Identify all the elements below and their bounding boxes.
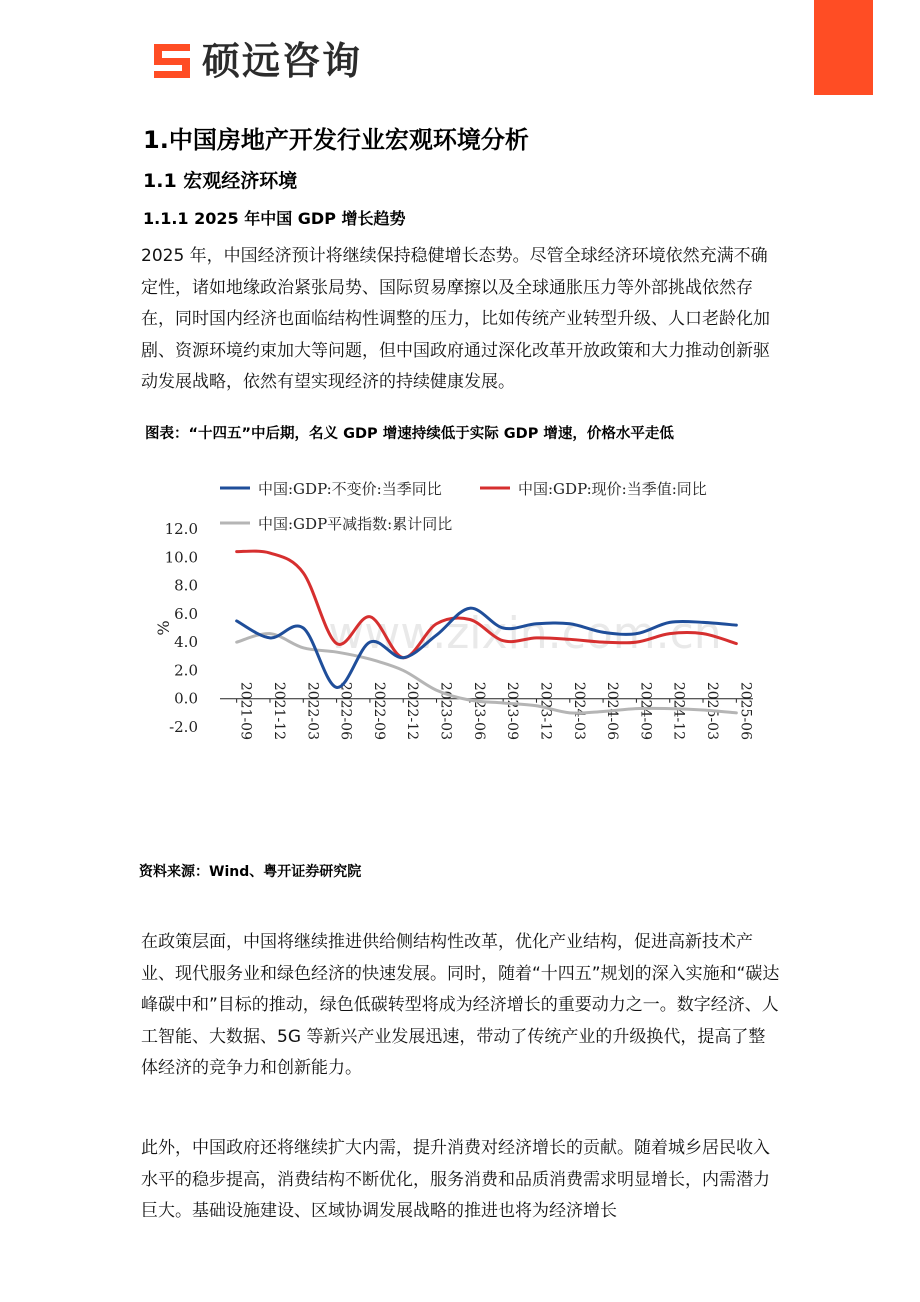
x-tick-label: 2022-03 <box>304 681 321 740</box>
x-tick-label: 2025-03 <box>704 681 721 740</box>
x-tick-label: 2023-09 <box>504 681 521 740</box>
brand-logo <box>150 40 362 82</box>
logo-mark-icon <box>150 40 194 82</box>
corner-accent-bar <box>814 0 873 95</box>
x-tick-label: 2021-12 <box>270 681 287 740</box>
gdp-line-chart <box>150 458 770 828</box>
paragraph-gdp-outlook: 2025 年，中国经济预计将继续保持稳健增长态势。尽管全球经济环境依然充满不确定性，诸如地缘政治紧张局势、国际贸易摩擦以及全球通胀压力等外部挑战依然存在，同时国内经济也面临结构性调整的压力，比如传统产业转型升级、人口老龄化加剧、资源环境约束加大等问题，但中国政府通过深化改革开放政策和大力推动创新驱动发展战略，依然有望实现经济的持续健康发展。 <box>141 246 770 392</box>
legend-label-1: 中国:GDP:不变价:当季同比 <box>258 480 442 498</box>
figure-source: 资料来源：Wind、粤开证券研究院 <box>139 864 362 880</box>
x-tick-label: 2022-12 <box>404 681 421 740</box>
x-tick-label: 2024-09 <box>637 681 654 740</box>
y-tick-label: 6.0 <box>174 604 198 623</box>
y-tick-label: 0.0 <box>174 689 198 708</box>
x-tick-label: 2022-06 <box>337 681 354 740</box>
x-tick-label: 2023-06 <box>470 681 487 740</box>
brand-name: 硕远咨询 <box>202 39 363 83</box>
x-tick-label: 2025-06 <box>737 681 754 740</box>
chart-legend <box>220 480 707 533</box>
x-tick-label: 2024-03 <box>570 681 587 740</box>
x-tick-label: 2022-09 <box>370 681 387 740</box>
y-axis-label: % <box>154 620 173 636</box>
subsection-title: 1.1 宏观经济环境 <box>143 170 298 192</box>
paragraph-domestic-demand: 此外，中国政府还将继续扩大内需，提升消费对经济增长的贡献。随着城乡居民收入水平的稳步提高，消费结构不断优化，服务消费和品质消费需求明显增长，内需潜力巨大。基础设施建设、区域协调发展战略的推进也将为经济增长 <box>141 1138 770 1221</box>
y-tick-label: -2.0 <box>169 718 198 736</box>
x-tick-label: 2023-12 <box>537 681 554 740</box>
watermark: www.zixin.com.cn <box>328 608 722 659</box>
x-tick-label: 2024-12 <box>670 681 687 740</box>
sub-subsection-title: 1.1.1 2025 年中国 GDP 增长趋势 <box>143 209 406 228</box>
x-tick-label: 2021-09 <box>237 681 254 740</box>
y-tick-label: 8.0 <box>174 576 198 595</box>
y-tick-label: 2.0 <box>174 661 198 680</box>
y-tick-label: 12.0 <box>164 520 198 538</box>
figure-caption: 图表：“十四五”中后期，名义 GDP 增速持续低于实际 GDP 增速，价格水平走低 <box>145 426 674 442</box>
y-tick-label: 4.0 <box>174 633 198 652</box>
paragraph-policy: 在政策层面，中国将继续推进供给侧结构性改革，优化产业结构，促进高新技术产业、现代服务业和绿色经济的快速发展。同时，随着“十四五”规划的深入实施和“碳达峰碳中和”目标的推动，绿色低碳转型将成为经济增长的重要动力之一。数字经济、人工智能、大数据、5G 等新兴产业发展迅速，带动了传统产业的升级换代，提高了整体经济的竞争力和创新能力。 <box>141 932 780 1078</box>
section-title: 1.中国房地产开发行业宏观环境分析 <box>143 126 529 154</box>
legend-label-3: 中国:GDP平减指数:累计同比 <box>258 515 453 533</box>
y-tick-label: 10.0 <box>164 548 198 567</box>
x-tick-label: 2024-06 <box>604 681 621 740</box>
x-tick-label: 2023-03 <box>437 681 454 740</box>
logo-mark-path <box>154 44 190 78</box>
legend-label-2: 中国:GDP:现价:当季值:同比 <box>518 480 707 498</box>
